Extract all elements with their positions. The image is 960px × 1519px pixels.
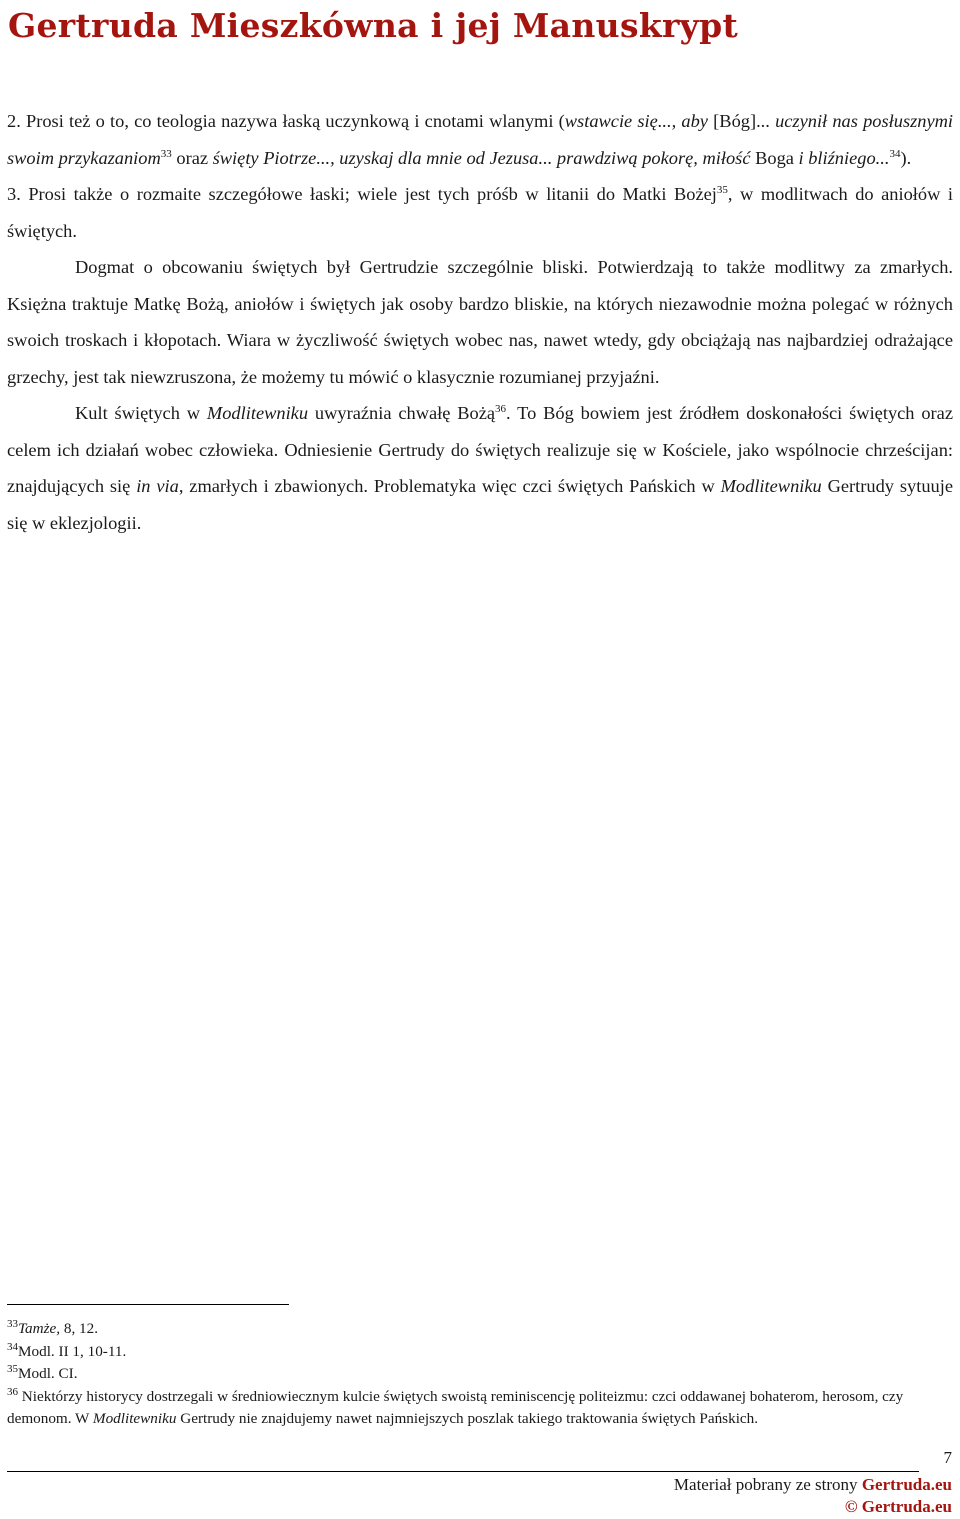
footer-divider [7,1471,919,1472]
footnote-33: $^{33}$Tamże, 8, 12. [7,1317,99,1337]
footnote-36: $^{36}$ Niektórzy historycy dostrzegali w średniowiecznym kulcie świętych swoistą reminiscencję politeizmu: czci oddawanej bohaterom, herosom, czy demonom. W Modlitewniku Gertrudy nie znajdujemy nawet najmniejszych poszlak takiego traktowania świętych Pańskich. [7,1385,904,1428]
paragraph-kult: Kult świętych w Modlitewniku uwyraźnia chwałę Bożą$^{36}$. To Bóg bowiem jest źródłem doskonałości świętych oraz celem ich działań wobec człowieka. Odniesienie Gertrudy do świętych realizuje się w Kościele, jako wspólnocie chrześcijan: znajdujących się in via, zmarłych i zbawionych. Problematyka więc czci świętych Pańskich w Modlitewniku Gertrudy sytuuje się w eklezjologii. [7,402,953,533]
footnote-ref-34[interactable]: 34 [889,147,901,160]
footnote-ref-35[interactable]: 35 [716,183,728,196]
footnote-35: $^{35}$Modl. CI. [7,1363,78,1383]
footnote-divider [7,1304,289,1305]
footer-copyright: © Gertruda.eu [844,1497,952,1516]
footnote-34: $^{34}$Modl. II 1, 10-11. [7,1340,127,1360]
document-body [7,103,953,541]
footnote-ref-36[interactable]: 36 [495,402,507,415]
paragraph-dogmat: Dogmat o obcowaniu świętych był Gertrudzie szczególnie bliski. Potwierdzają to także modlitwy za zmarłych. Księżna traktuje Matkę Bożą, aniołów i świętych jak osoby bardzo bliskie, na których niezawodnie można polegać w różnych swoich troskach i kłopotach. Wiara w życzliwość świętych wobec nas, nawet wtedy, gdy obciążają nas najbardziej odrażające grzechy, jest tak niewzruszona, że możemy tu mówić o klasycznie rozumianej przyjaźni. [7,257,953,387]
paragraph-point-2: 2. Prosi też o to, co teologia nazywa łaską uczynkową i cnotami wlanymi (wstawcie się..., aby [Bóg]... uczynił nas posłusznymi swoim przykazaniom$^{33}$ oraz święty Piotrze..., uzyskaj dla mnie od Jezusa... prawdziwą pokorę, miłość Boga i bliźniego...$^{34}$). [7,111,954,168]
page-number: 7 [943,1448,952,1467]
footnote-ref-33[interactable]: 33 [160,147,172,160]
footer-site-link[interactable]: Gertruda.eu [861,1475,952,1494]
footnotes [7,1318,937,1431]
footer-source-line: Materiał pobrany ze strony Gertruda.eu [673,1475,952,1494]
page-footer [674,1474,952,1518]
paragraph-point-3: 3. Prosi także o rozmaite szczegółowe łaski; wiele jest tych próśb w litanii do Matki Bożej$^{35}$, w modlitwach do aniołów i świętych. [7,183,953,241]
page-title: Gertruda Mieszkówna i jej Manuskrypt [8,6,739,45]
